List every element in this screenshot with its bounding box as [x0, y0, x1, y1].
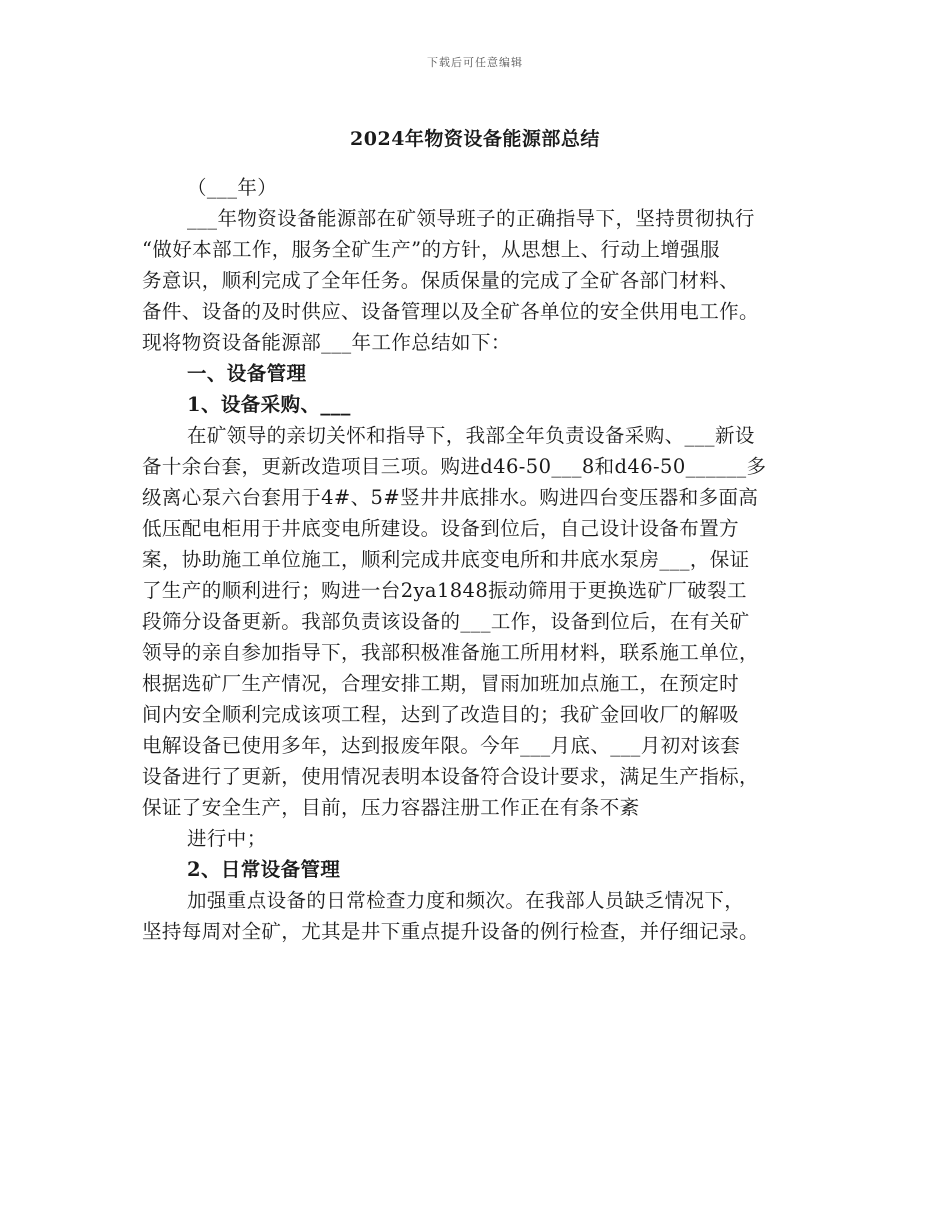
- paragraph-line: ___年物资设备能源部在矿领导班子的正确指导下，坚持贯彻执行: [187, 207, 755, 230]
- header-note: 下载后可任意编辑: [427, 56, 523, 69]
- paragraph-line: 电解设备已使用多年，达到报废年限。今年___月底、___月初对该套: [142, 734, 741, 757]
- paragraph-line: 了生产的顺利进行；购进一台2ya1848振动筛用于更换选矿厂破裂工: [142, 579, 747, 602]
- paragraph-line: 进行中；: [187, 827, 267, 850]
- paragraph-line: 根据选矿厂生产情况，合理安排工期，冒雨加班加点施工，在预定时: [142, 672, 740, 695]
- paragraph-line: “做好本部工作，服务全矿生产”的方针，从思想上、行动上增强服: [142, 238, 720, 261]
- paragraph-line: 加强重点设备的日常检查力度和频次。在我部人员缺乏情况下，: [187, 889, 745, 912]
- paragraph-line: 在矿领导的亲切关怀和指导下，我部全年负责设备采购、___新设: [187, 424, 755, 447]
- subsection-heading: 1、设备采购、___: [187, 393, 351, 416]
- paragraph-line: 设备进行了更新，使用情况表明本设备符合设计要求，满足生产指标，: [142, 765, 759, 788]
- paragraph-line: 低压配电柜用于井底变电所建设。设备到位后，自己设计设备布置方: [142, 517, 740, 540]
- paragraph-line: 备十余台套，更新改造项目三项。购进d46-50___8和d46-50______多: [142, 455, 767, 478]
- subsection-heading: 2、日常设备管理: [187, 858, 341, 881]
- paragraph-line: 现将物资设备能源部___年工作总结如下：: [142, 331, 511, 354]
- paragraph-line: 级离心泵六台套用于4#、5#竖井井底排水。购进四台变压器和多面高: [142, 486, 759, 509]
- paragraph-line: 务意识，顺利完成了全年任务。保质保量的完成了全矿各部门材料、: [142, 269, 740, 292]
- year-line: （___年）: [187, 176, 278, 199]
- document-body: [142, 172, 810, 947]
- paragraph-line: 备件、设备的及时供应、设备管理以及全矿各单位的安全供用电工作。: [142, 300, 759, 323]
- paragraph-line: 领导的亲自参加指导下，我部积极准备施工所用材料，联系施工单位，: [142, 641, 759, 664]
- document-title: 2024年物资设备能源部总结: [350, 128, 600, 150]
- section-heading: 一、设备管理: [187, 362, 307, 385]
- paragraph-line: 间内安全顺利完成该项工程，达到了改造目的；我矿金回收厂的解吸: [142, 703, 740, 726]
- paragraph-line: 保证了安全生产，目前，压力容器注册工作正在有条不紊: [142, 796, 640, 819]
- paragraph-line: 案，协助施工单位施工，顺利完成井底变电所和井底水泵房___，保证: [142, 548, 750, 571]
- paragraph-line: 坚持每周对全矿，尤其是井下重点提升设备的例行检查，并仔细记录。: [142, 920, 759, 943]
- paragraph-line: 段筛分设备更新。我部负责该设备的___工作，设备到位后，在有关矿: [142, 610, 750, 633]
